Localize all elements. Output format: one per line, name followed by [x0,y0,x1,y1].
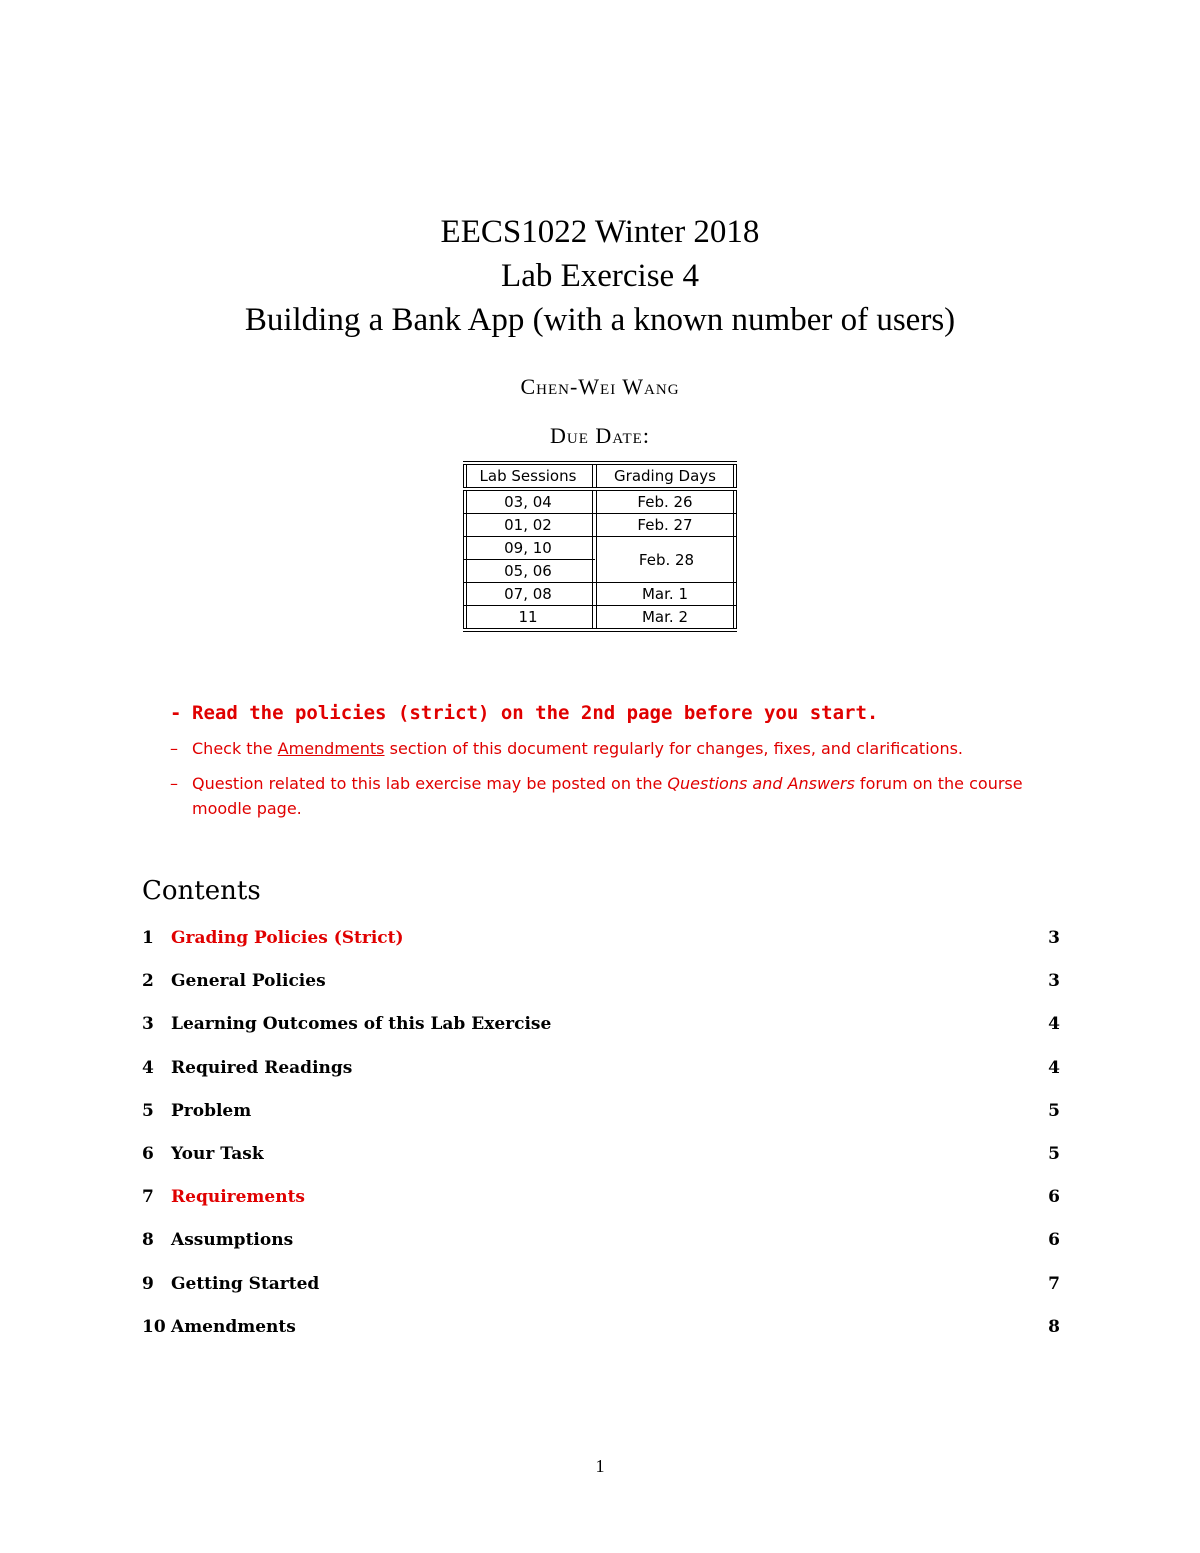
sessions-cell: 09, 10 [504,539,552,557]
sessions-cell: 07, 08 [504,585,552,603]
lab-title: Lab Exercise 4 [501,258,699,294]
course-title: EECS1022 Winter 2018 [440,214,760,250]
toc-entry[interactable]: 7 Requirements 6 [142,1187,1060,1208]
note-questions: – Question related to this lab exercise may be posted on the Questions and Answers forum on the course moodle page. [170,774,1023,818]
toc-entry[interactable]: 9 Getting Started 7 [142,1273,1060,1294]
table-row [463,583,737,605]
header-lab-sessions: Lab Sessions [479,467,577,485]
sessions-cell: 01, 02 [504,516,552,534]
note-amendments: – Check the Amendments section of this document regularly for changes, fixes, and clarifications. [170,739,963,758]
toc-entry[interactable]: 4 Required Readings 4 [142,1057,1060,1078]
table-header-row [463,465,737,487]
sessions-cell: 05, 06 [504,562,552,580]
forum-name: Questions and Answers [667,774,855,793]
merged-day-cell: Feb. 28 [638,550,695,569]
lab-subtitle: Building a Bank App (with a known number of users) [244,302,956,338]
toc-entry[interactable]: 6 Your Task 5 [142,1143,1060,1164]
toc-entry[interactable]: 5 Problem 5 [142,1100,1060,1121]
page-number: 1 [595,1456,605,1476]
sessions-cell: 11 [518,608,538,626]
toc-entry[interactable]: 1 Grading Policies (Strict) 3 [142,928,1060,948]
due-date-label: Due Date: [550,423,650,448]
table-row [463,606,737,628]
day-cell: Feb. 27 [637,516,693,534]
header-grading-days: Grading Days [614,467,716,485]
due-date-table [463,461,737,632]
notes-list [170,698,1065,831]
toc-entry[interactable]: 3 Learning Outcomes of this Lab Exercise 4 [142,1014,1060,1035]
day-cell: Mar. 2 [641,608,688,626]
table-row [463,491,737,513]
note-policies: - Read the policies (strict) on the 2nd page before you start. [170,702,879,724]
toc-entry[interactable]: 10 Amendments 8 [142,1316,1060,1337]
author-name: Chen-Wei Wang [520,374,680,399]
table-row [463,514,737,536]
document-title [0,210,1200,342]
contents-heading: Contents [142,876,261,906]
table-of-contents [142,926,1060,1358]
amendments-link[interactable]: Amendments [277,739,385,758]
toc-entry[interactable]: 8 Assumptions 6 [142,1230,1060,1251]
sessions-cell: 03, 04 [504,493,552,511]
day-cell: Mar. 1 [641,585,688,603]
day-cell: Feb. 26 [637,493,693,511]
toc-entry[interactable]: 2 General Policies 3 [142,971,1060,992]
